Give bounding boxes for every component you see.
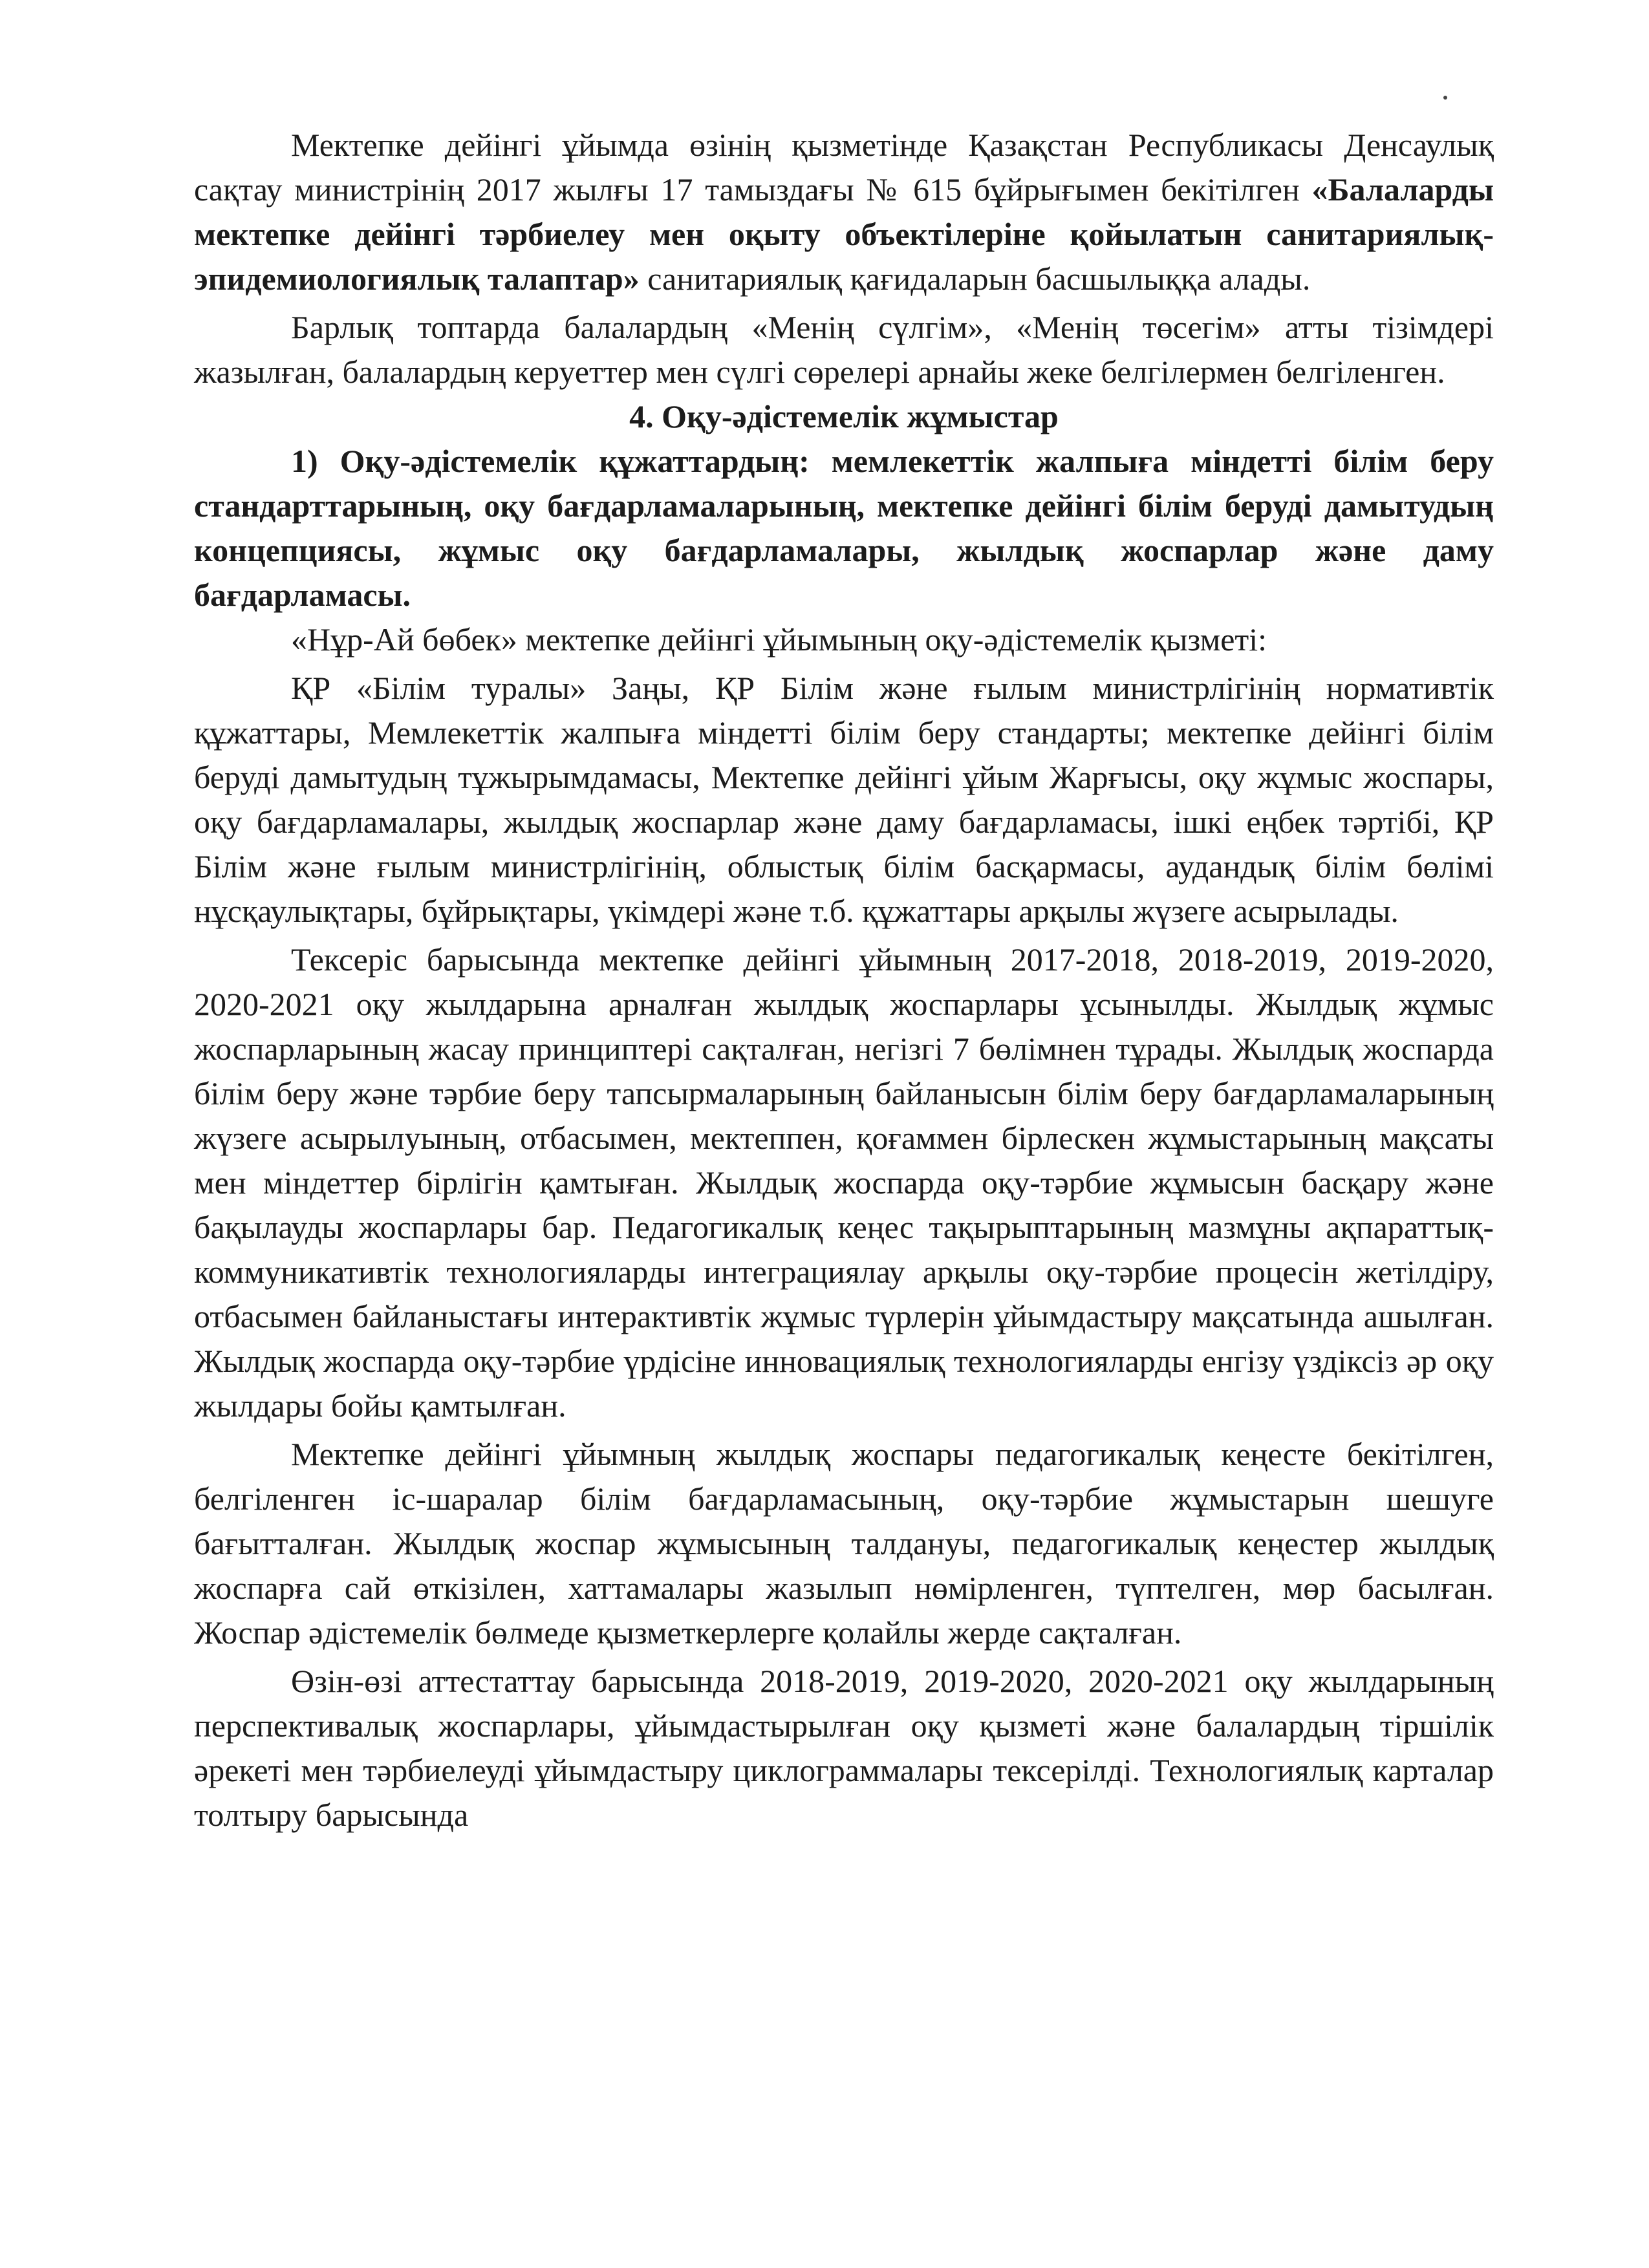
paragraph-self-attestation: Өзін-өзі аттестаттау барысында 2018-2019, 2019-2020, 2020-2021 оқу жылдарының перспективалық жоспарлары, ұйымдастырылған оқу қызметі және балалардың тіршілік әрекеті мен тәрбиелеуді ұйымдастыру циклограммалары тексерілді. Технологиялық карталар толтыру барысында [194,1663,1494,1833]
paragraph-methodical-service: «Нұр-Ай бөбек» мектепке дейінгі ұйымының оқу-әдістемелік қызметі: [291,621,1267,658]
paragraph-plan-approval: Мектепке дейінгі ұйымның жылдық жоспары педагогикалық кеңесте бекітілген, белгіленген іс-шаралар білім бағдарламасының, оқу-тәрбие жұмыстарын шешуге бағытталған. Жылдық жоспар жұмысының талдануы, педагогикалық кеңестер жылдық жоспарға сай өткізілен, хаттамалары жазылып нөмірленген, түптелген, мөр басылған. Жоспар әдістемелік бөлмеде қызметкерлерге қолайлы жерде сақталған. [194,1436,1494,1651]
paragraph-group-lists: Барлық топтарда балалардың «Менің сүлгім», «Менің төсегім» атты тізімдері жазылған, балалардың керуеттер мен сүлгі сөрелері арнайы жеке белгілермен белгіленген. [194,309,1494,390]
scan-speck [1443,96,1447,100]
paragraph-text: санитариялық қағидаларын басшылыққа алады. [639,261,1311,297]
bold-document-title: «Балаларды мектепке дейінгі тәрбиелеу мен оқыту объектілеріне қойылатын санитариялық-эпидемиологиялық талаптар» [194,171,1494,297]
paragraph-legal-basis: ҚР «Білім туралы» Заңы, ҚР Білім және ғылым министрлігінің нормативтік құжаттары, Мемлекеттік жалпыға міндетті білім беру стандарты; мектепке дейінгі білім беруді дамытудың тұжырымдамасы, Мектепке дейінгі ұйым Жарғысы, оқу жұмыс жоспары, оқу бағдарламалары, жылдық жоспарлар және даму бағдарламасы, ішкі еңбек тәртібі, ҚР Білім және ғылым министрлігінің, облыстық білім басқармасы, аудандық білім бөлімі нұсқаулықтары, бұйрықтары, үкімдері және т.б. құжаттары арқылы жүзеге асырылады. [194,670,1494,929]
section-subheading: 1) Оқу-әдістемелік құжаттардың: мемлекеттік жалпыға міндетті білім беру стандарттарының, оқу бағдарламаларының, мектепке дейінгі білім беруді дамытудың концепциясы, жұмыс оқу бағдарламалары, жылдық жоспарлар және даму бағдарламасы. [194,443,1494,613]
paragraph-text: Мектепке дейінгі ұйымда өзінің қызметінде Қазақстан Республикасы Денсаулық сақтау министрінің 2017 жылғы 17 тамыздағы № 615 бұйрығымен бекітілген [194,127,1494,208]
paragraph-annual-plans: Тексеріс барысында мектепке дейінгі ұйымның 2017-2018, 2018-2019, 2019-2020, 2020-2021 оқу жылдарына арналған жылдық жоспарлары ұсынылды. Жылдық жұмыс жоспарларының жасау принциптері сақталған, негізгі 7 бөлімнен тұрады. Жылдық жоспарда білім беру және тәрбие беру тапсырмаларының байланысын білім беру бағдарламаларының жүзеге асырылуының, отбасымен, мектеппен, қоғаммен бірлескен жұмыстарының мақсаты мен міндеттер бірлігін қамтыған. Жылдық жоспарда оқу-тәрбие жұмысын басқару және бақылауды жоспарлары бар. Педагогикалық кеңес тақырыптарының мазмұны ақпараттық-коммуникативтік технологияларды интеграциялау арқылы оқу-тәрбие процесін жетілдіру, отбасымен байланыстағы интерактивтік жұмыс түрлерін ұйымдастыру мақсатында ашылған. Жылдық жоспарда оқу-тәрбие үрдісіне инновациялық технологияларды енгізу үздіксіз әр оқу жылдары бойы қамтылған. [194,941,1494,1424]
paragraph-sanitary-rules [194,123,1494,301]
document-page [194,123,1494,1837]
section-heading: 4. Оқу-әдістемелік жұмыстар [629,398,1059,434]
